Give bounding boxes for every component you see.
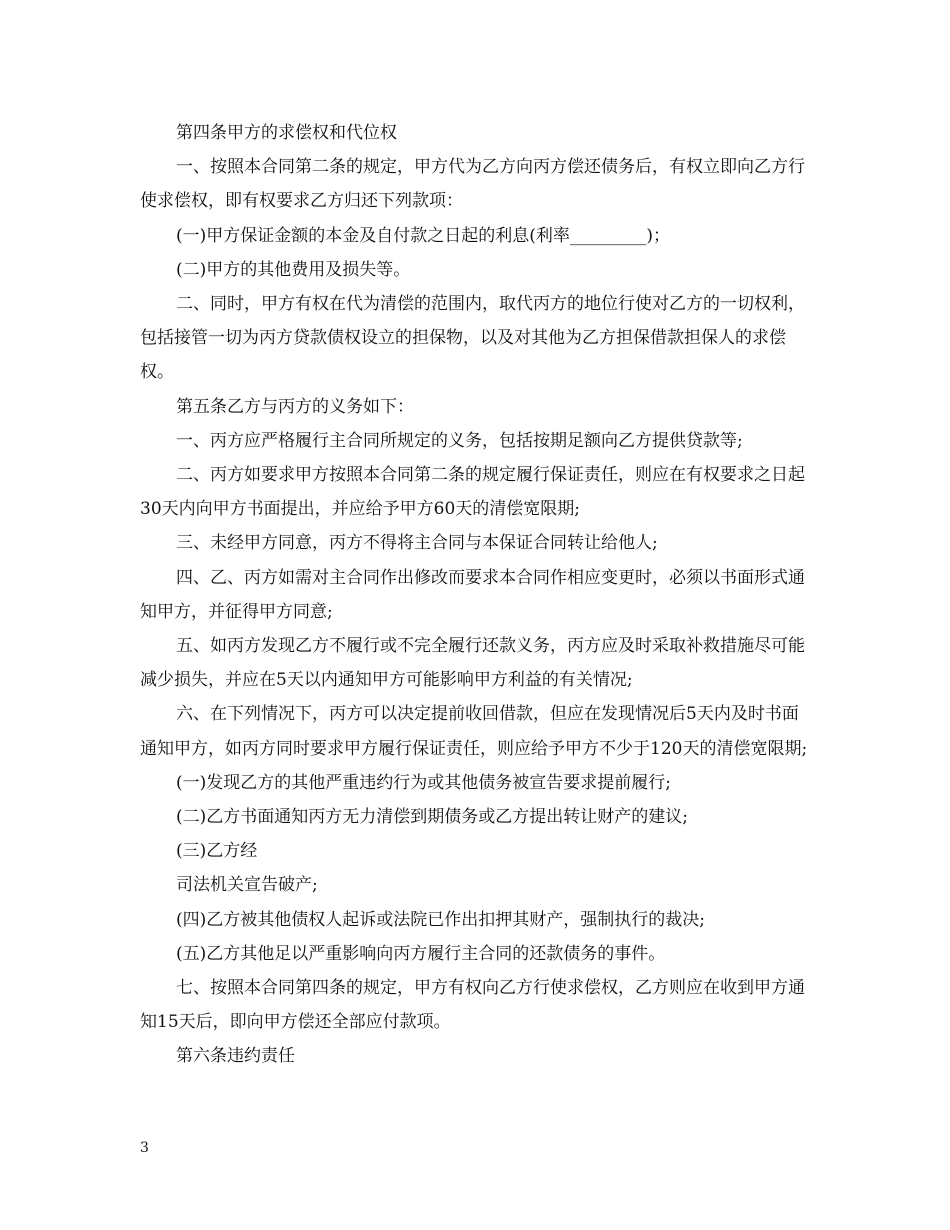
paragraph-article-5-item-3: 三、未经甲方同意，丙方不得将主合同与本保证合同转让给他人; — [176, 533, 658, 554]
paragraph-article-5-subitem-2: (二)乙方书面通知丙方无力清偿到期债务或乙方提出转让财产的建议; — [176, 807, 688, 828]
paragraph-article-5-item-7: 七、按照本合同第四条的规定，甲方有权向乙方行使求偿权，乙方则应在收到甲方通知15天后，即向甲方偿还全部应付款项。 — [140, 978, 805, 1033]
paragraph-article-4-subitem-2: (二)甲方的其他费用及损失等。 — [176, 259, 411, 280]
document-body — [140, 116, 812, 1074]
paragraph-article-5-item-2: 二、丙方如要求甲方按照本合同第二条的规定履行保证责任，则应在有权要求之日起30天内向甲方书面提出，并应给予甲方60天的清偿宽限期; — [140, 465, 805, 520]
paragraph-article-5-subitem-5: (五)乙方其他足以严重影响向丙方履行主合同的还款债务的事件。 — [176, 943, 666, 964]
page-number: 3 — [140, 1140, 149, 1156]
paragraph-article-4-item-1: 一、按照本合同第二条的规定，甲方代为乙方向丙方偿还债务后，有权立即向乙方行使求偿权，即有权要求乙方归还下列款项： — [140, 157, 805, 212]
paragraph-article-4-item-2: 二、同时，甲方有权在代为清偿的范围内，取代丙方的地位行使对乙方的一切权利，包括接管一切为丙方贷款债权设立的担保物，以及对其他为乙方担保借款担保人的求偿权。 — [140, 294, 805, 383]
paragraph-article-5-subitem-3-part-2: 司法机关宣告破产; — [176, 875, 318, 896]
paragraph-article-5-item-5: 五、如丙方发现乙方不履行或不完全履行还款义务，丙方应及时采取补救措施尽可能减少损失，并应在5天以内通知甲方可能影响甲方利益的有关情况; — [140, 636, 805, 691]
paragraph-article-5-item-4: 四、乙、丙方如需对主合同作出修改而要求本合同作相应变更时，必须以书面形式通知甲方，并征得甲方同意; — [140, 567, 805, 622]
paragraph-article-4-subitem-1: (一)甲方保证金额的本金及自付款之日起的利息(利率_________)； — [176, 225, 671, 246]
paragraph-article-5-subitem-4: (四)乙方被其他债权人起诉或法院已作出扣押其财产，强制执行的裁决; — [176, 909, 705, 930]
paragraph-article-4-title: 第四条甲方的求偿权和代位权 — [176, 123, 397, 143]
paragraph-article-5-subitem-1: (一)发现乙方的其他严重违约行为或其他债务被宣告要求提前履行; — [176, 772, 671, 793]
paragraph-article-5-title: 第五条乙方与丙方的义务如下： — [176, 396, 414, 417]
paragraph-article-6-title: 第六条违约责任 — [176, 1046, 295, 1067]
paragraph-article-5-item-1: 一、丙方应严格履行主合同所规定的义务，包括按期足额向乙方提供贷款等; — [176, 430, 743, 451]
paragraph-article-5-subitem-3-part-1: (三)乙方经 — [176, 841, 258, 862]
paragraph-article-5-item-6: 六、在下列情况下，丙方可以决定提前收回借款，但应在发现情况后5天内及时书面通知甲方，如丙方同时要求甲方履行保证责任，则应给予甲方不少于120天的清偿宽限期; — [140, 704, 808, 759]
